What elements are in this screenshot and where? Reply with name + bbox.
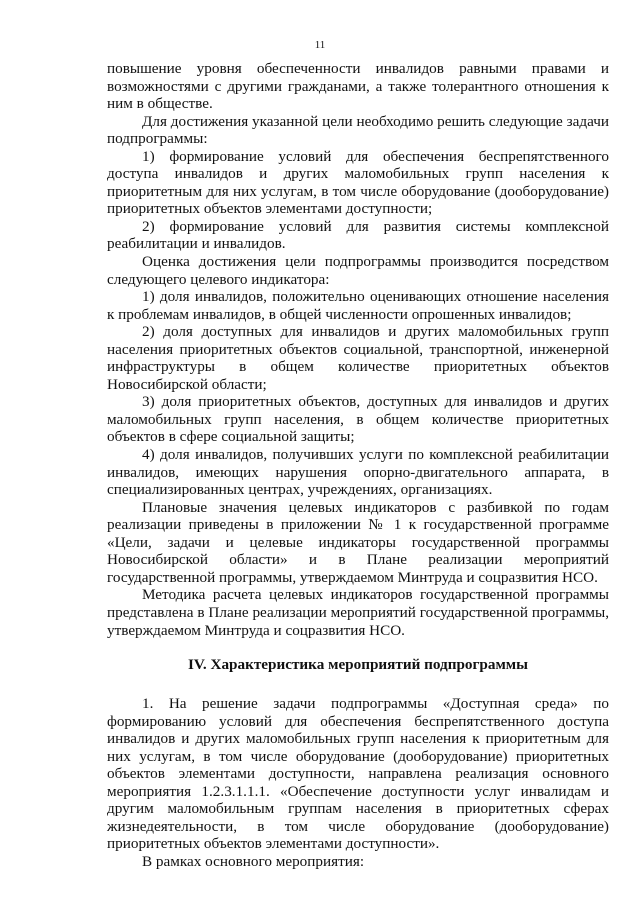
page-number: 11 <box>314 39 326 51</box>
paragraph: Оценка достижения цели подпрограммы производится посредством следующего целевого индикатора: <box>107 253 609 288</box>
paragraph: В рамках основного мероприятия: <box>142 852 365 870</box>
paragraph: 1) доля инвалидов, положительно оценивающих отношение населения к проблемам инвалидов, в общей численности опрошенных инвалидов; <box>107 288 609 323</box>
section-body-text <box>107 695 609 870</box>
paragraph: Плановые значения целевых индикаторов с разбивкой по годам реализации приведены в приложении № 1 к государственной программе «Цели, задачи и целевые индикаторы государственной программы Новосибирской области» и в Плане реализации мероприятий государственной программы, утверждаемом Минтруда и соцразвития НСО. <box>107 498 609 586</box>
paragraph: Для достижения указанной цели необходимо решить следующие задачи подпрограммы: <box>107 112 609 148</box>
paragraph: 2) доля доступных для инвалидов и других маломобильных групп населения приоритетных объектов социальной, транспортной, инженерной инфраструктуры в общем количестве приоритетных объектов Новосибирской области; <box>107 323 609 393</box>
paragraph: 1. На решение задачи подпрограммы «Доступная среда» по формированию условий для обеспечения беспрепятственного доступа инвалидов и других маломобильных групп населения к приоритетным для них услугам, в том числе оборудование (дооборудование) приоритетных объектов элементами доступности, направлена реализация основного мероприятия 1.2.3.1.1.1. «Обеспечение доступности услуг инвалидам и другим маломобильным группам населения в приоритетных сферах жизнедеятельности, в том числе оборудование (дооборудование) приоритетных объектов элементами доступности». <box>107 695 609 853</box>
paragraph: повышение уровня обеспеченности инвалидов равными правами и возможностями с другими гражданами, а также толерантного отношения к ним в обществе. <box>107 60 609 113</box>
paragraph: 2) формирование условий для развития системы комплексной реабилитации и инвалидов. <box>107 217 609 253</box>
paragraph: 1) формирование условий для обеспечения беспрепятственного доступа инвалидов и других маломобильных групп населения к приоритетным для них услугам, в том числе оборудование (дооборудование) приоритетных объектов элементами доступности; <box>107 147 609 218</box>
paragraph: 4) доля инвалидов, получивших услуги по комплексной реабилитации инвалидов, имеющих нарушения опорно-двигательного аппарата, в специализированных центрах, учреждениях, организациях. <box>107 446 609 499</box>
document-body <box>107 60 609 871</box>
paragraph: Методика расчета целевых индикаторов государственной программы представлена в Плане реализации мероприятий государственной программы, утверждаемом Минтруда и соцразвития НСО. <box>107 586 609 639</box>
paragraph: 3) доля приоритетных объектов, доступных для инвалидов и других маломобильных групп населения, в общем количестве приоритетных объектов в сфере социальной защиты; <box>107 393 609 446</box>
section-heading: IV. Характеристика мероприятий подпрограммы <box>187 656 529 674</box>
section-intro-text <box>107 60 609 639</box>
